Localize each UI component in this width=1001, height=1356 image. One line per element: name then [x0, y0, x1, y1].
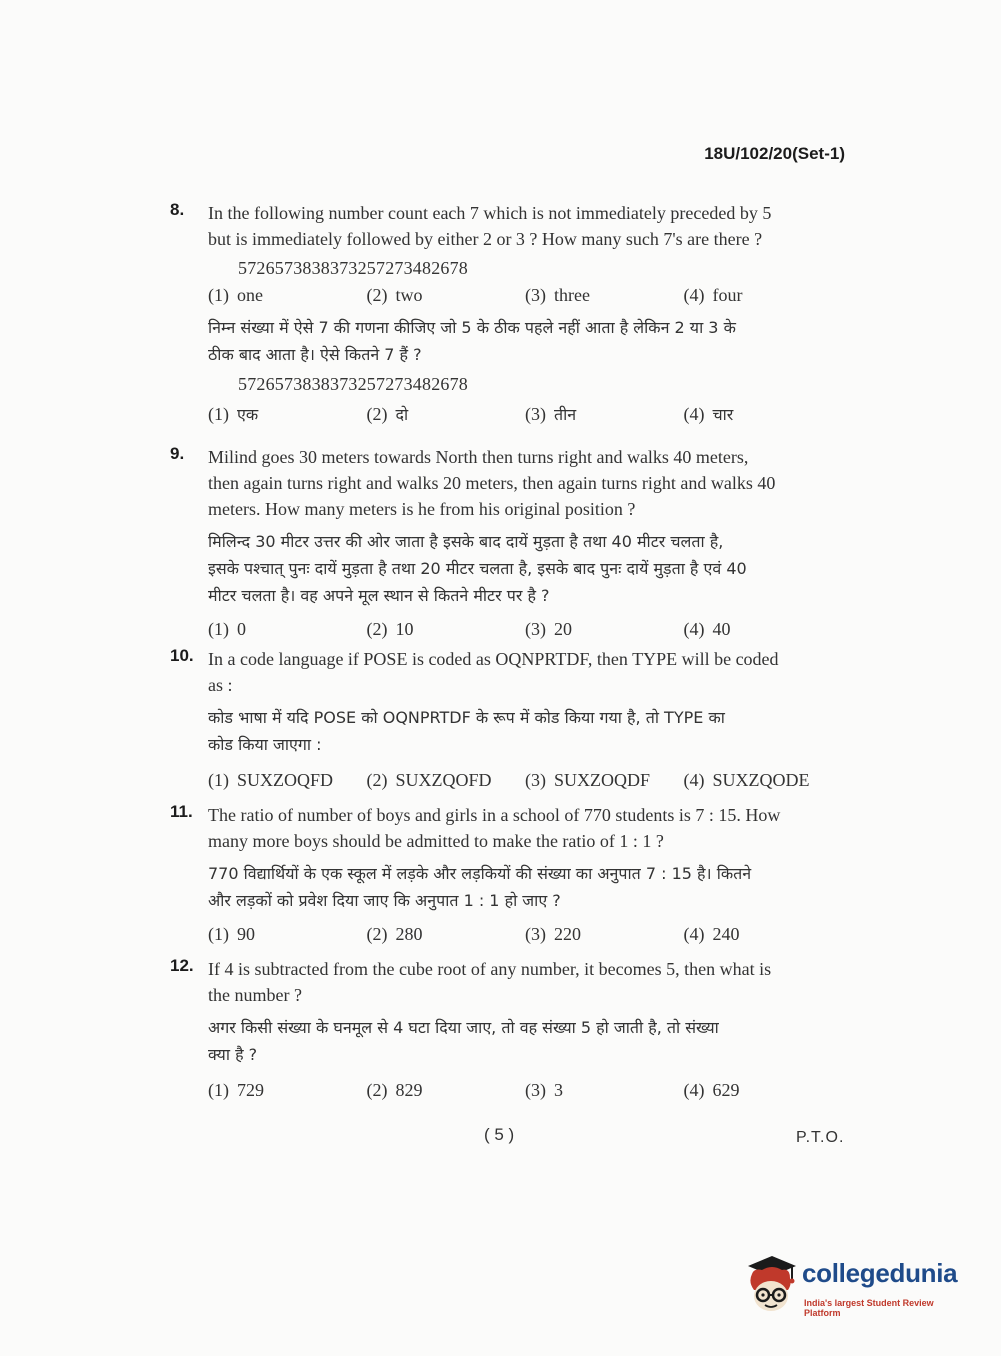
option-3: (3) SUXZOQDF	[525, 770, 651, 790]
option-4: (4) 40	[683, 619, 731, 639]
question-number: 9.	[170, 444, 185, 463]
question-10	[170, 646, 842, 791]
question-12	[170, 956, 842, 1101]
question-body	[208, 444, 842, 640]
question-8	[170, 200, 842, 428]
collegedunia-logo[interactable]	[742, 1250, 972, 1320]
option-3: (3) 3	[525, 1080, 563, 1100]
option-2: (2) 829	[366, 1080, 423, 1100]
question-text-en: the number ?	[208, 985, 302, 1005]
question-text-hi: कोड भाषा में यदि POSE को OQNPRTDF के रूप में कोड किया गया है, तो TYPE का	[208, 708, 725, 727]
question-text-en: Milind goes 30 meters towards North then turns right and walks 40 meters,	[208, 447, 749, 467]
option-1: (1) 90	[208, 924, 255, 944]
question-text-en: In the following number count each 7 which is not immediately preceded by 5	[208, 203, 772, 223]
option-1: (1) 0	[208, 619, 246, 639]
question-text-en: as :	[208, 675, 233, 695]
options	[208, 619, 842, 640]
option-2: (2) दो	[366, 404, 409, 424]
question-text-en: The ratio of number of boys and girls in a school of 770 students is 7 : 15. How	[208, 805, 781, 825]
option-2: (2) two	[366, 285, 423, 305]
question-text-en: many more boys should be admitted to make the ratio of 1 : 1 ?	[208, 831, 664, 851]
brand-tagline: India's largest Student Review Platform	[804, 1298, 934, 1318]
question-number: 12.	[170, 956, 194, 975]
question-text-en: If 4 is subtracted from the cube root of any number, it becomes 5, then what is	[208, 959, 772, 979]
option-4: (4) 240	[683, 924, 740, 944]
option-4: (4) SUXZQODE	[683, 770, 810, 790]
document-code: 18U/102/20(Set-1)	[704, 144, 845, 163]
question-text-hi: मीटर चलता है। वह अपने मूल स्थान से कितने मीटर पर है ?	[208, 586, 550, 605]
question-number: 11.	[170, 802, 193, 821]
options-en	[208, 285, 842, 306]
question-text-en: but is immediately followed by either 2 or 3 ? How many such 7's are there ?	[208, 229, 763, 249]
question-body	[208, 646, 842, 791]
option-2: (2) SUXZQOFD	[366, 770, 492, 790]
page-number: ( 5 )	[484, 1125, 515, 1144]
question-text-hi: अगर किसी संख्या के घनमूल से 4 घटा दिया जाए, तो वह संख्या 5 हो जाती है, तो संख्या	[208, 1018, 719, 1037]
question-number: 8.	[170, 200, 185, 219]
question-text-hi: निम्न संख्या में ऐसे 7 की गणना कीजिए जो 5 के ठीक पहले नहीं आता है लेकिन 2 या 3 के	[208, 318, 736, 337]
option-3: (3) 20	[525, 619, 572, 639]
option-4: (4) 629	[683, 1080, 740, 1100]
question-text-hi: क्या है ?	[208, 1045, 258, 1064]
brand-name: collegedunia	[802, 1258, 958, 1288]
pto-label: P.T.O.	[796, 1129, 845, 1146]
options	[208, 1080, 842, 1101]
question-text-en: then again turns right and walks 20 meters, then again turns right and walks 40	[208, 473, 776, 493]
options	[208, 924, 842, 945]
question-text-hi: और लड़कों को प्रवेश दिया जाए कि अनुपात 1 : 1 हो जाए ?	[208, 891, 561, 910]
option-1: (1) one	[208, 285, 263, 305]
option-1: (1) एक	[208, 404, 259, 424]
option-3: (3) three	[525, 285, 590, 305]
question-body	[208, 956, 842, 1101]
option-3: (3) 220	[525, 924, 581, 944]
option-3: (3) तीन	[525, 404, 577, 424]
question-text-en: meters. How many meters is he from his original position ?	[208, 499, 636, 519]
question-text-hi: कोड किया जाएगा :	[208, 735, 322, 754]
question-text-hi: ठीक बाद आता है। ऐसे कितने 7 हैं ?	[208, 345, 422, 364]
option-2: (2) 280	[366, 924, 423, 944]
option-1: (1) SUXZOQFD	[208, 770, 334, 790]
question-number: 10.	[170, 646, 194, 665]
option-2: (2) 10	[366, 619, 414, 639]
question-body	[208, 200, 842, 428]
question-text-hi: इसके पश्चात् पुनः दायें मुड़ता है तथा 20 मीटर चलता है, इसके बाद पुनः दायें मुड़ता है एवं 40	[208, 559, 747, 578]
question-body	[208, 802, 842, 945]
mascot-icon	[742, 1250, 800, 1316]
option-4: (4) four	[683, 285, 743, 305]
question-text-hi: 770 विद्यार्थियों के एक स्कूल में लड़के और लड़कियों की संख्या का अनुपात 7 : 15 है। कितने	[208, 864, 752, 883]
options-hi	[208, 401, 842, 428]
question-text-hi: मिलिन्द 30 मीटर उत्तर की ओर जाता है इसके बाद दायें मुड़ता है तथा 40 मीटर चलता है,	[208, 532, 724, 551]
option-1: (1) 729	[208, 1080, 264, 1100]
question-9	[170, 444, 842, 640]
number-sequence: 5726573838373257273482678	[238, 258, 468, 278]
number-sequence: 5726573838373257273482678	[238, 374, 468, 394]
question-11	[170, 802, 842, 945]
question-text-en: In a code language if POSE is coded as OQNPRTDF, then TYPE will be coded	[208, 649, 779, 669]
option-4: (4) चार	[683, 404, 734, 424]
options	[208, 770, 842, 791]
